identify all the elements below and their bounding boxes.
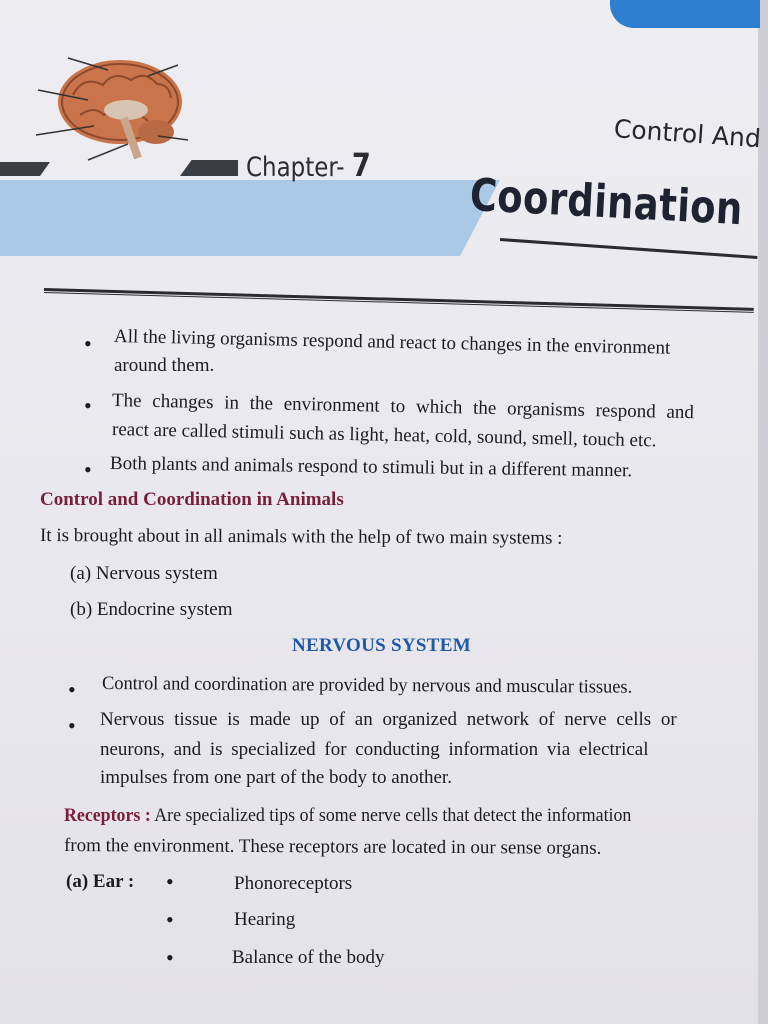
section-heading-nervous: NERVOUS SYSTEM bbox=[292, 635, 471, 656]
ear-item-1: Phonoreceptors bbox=[234, 873, 353, 894]
nervous-bullet-2-cont2: impulses from one part of the body to another. bbox=[100, 767, 452, 788]
intro-bullet-1: All the living organisms respond and react to changes in the environment bbox=[113, 326, 671, 359]
bullet-dot: • bbox=[166, 907, 174, 932]
system-item-b: (b) Endocrine system bbox=[70, 599, 233, 620]
intro-bullet-3: Both plants and animals respond to stimuli but in a different manner. bbox=[109, 453, 633, 482]
nervous-bullet-2-cont1: neurons, and is specialized for conducting information via electrical bbox=[100, 739, 649, 760]
intro-bullet-2: The changes in the environment to which the organisms respond and bbox=[111, 390, 695, 424]
ear-label: (a) Ear : bbox=[66, 871, 135, 892]
intro-bullet-2-cont: react are called stimuli such as light, heat, cold, sound, smell, touch etc. bbox=[111, 419, 657, 452]
nervous-bullet-2: Nervous tissue is made up of an organized network of nerve cells or bbox=[100, 709, 677, 730]
bullet-dot: • bbox=[166, 869, 174, 894]
nervous-bullet-1: Control and coordination are provided by nervous and muscular tissues. bbox=[101, 673, 633, 698]
receptors-line-2: from the environment. These receptors are located in our sense organs. bbox=[63, 835, 602, 859]
intro-bullet-1-cont: around them. bbox=[114, 355, 215, 376]
bullet-dot: • bbox=[84, 331, 92, 356]
bullet-dot: • bbox=[84, 457, 92, 482]
chapter-number: 7 bbox=[351, 146, 371, 184]
chapter-label: Chapter- 7 bbox=[246, 146, 371, 184]
system-item-a: (a) Nervous system bbox=[70, 563, 218, 584]
top-color-tab bbox=[610, 0, 760, 28]
receptors-label: Receptors : bbox=[64, 805, 151, 826]
title-line-1: Control And bbox=[612, 114, 762, 154]
receptors-line-1: Receptors : Are specialized tips of some nerve cells that detect the information bbox=[64, 805, 632, 826]
ear-item-3: Balance of the body bbox=[232, 947, 385, 968]
bullet-dot: • bbox=[68, 677, 76, 702]
section-intro: It is brought about in all animals with the help of two main systems : bbox=[39, 525, 563, 549]
bullet-dot: • bbox=[166, 945, 174, 970]
ear-item-2: Hearing bbox=[234, 909, 296, 930]
title-line-2: Coordination bbox=[468, 168, 745, 236]
section-heading-animals: Control and Coordination in Animals bbox=[40, 489, 344, 510]
page-edge bbox=[758, 0, 768, 1024]
bullet-dot: • bbox=[68, 713, 76, 738]
brain-diagram-icon bbox=[28, 40, 198, 170]
bullet-dot: • bbox=[84, 393, 92, 418]
header-band bbox=[0, 180, 500, 256]
